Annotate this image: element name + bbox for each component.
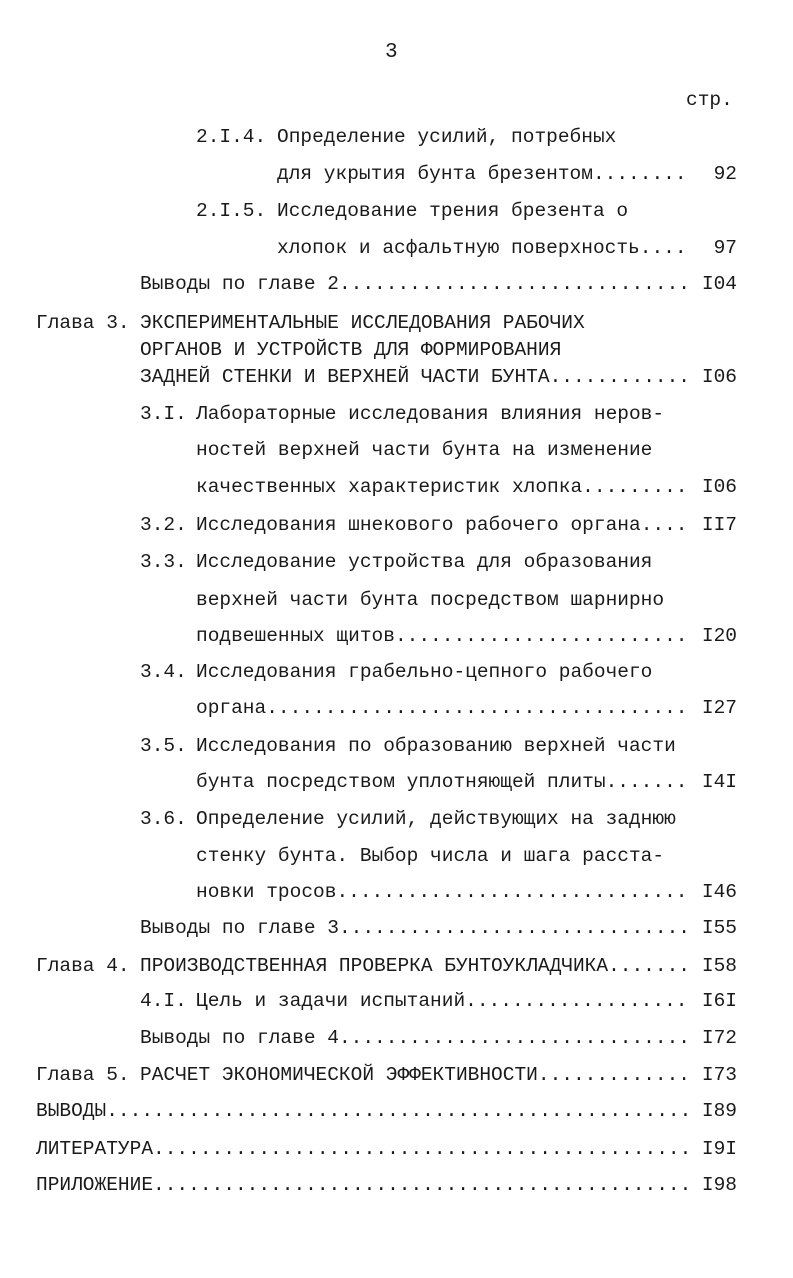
toc-entry-ch-3[interactable] <box>140 366 737 388</box>
toc-number: 2.I.4. <box>196 126 267 148</box>
toc-title-last: бунта посредством уплотняющей плиты <box>196 771 606 793</box>
toc-page: 97 <box>713 237 737 259</box>
dot-leader <box>153 1174 689 1196</box>
toc-number: Глава 5. <box>36 1064 130 1086</box>
toc-entry-2-1-5[interactable] <box>277 237 737 259</box>
toc-page: I89 <box>701 1100 737 1122</box>
toc-title-last: подвешенных щитов <box>196 625 395 647</box>
dot-leader <box>582 476 689 498</box>
dot-leader <box>336 881 689 903</box>
toc-page: II7 <box>701 514 737 536</box>
toc-title-last: Цель и задачи испытаний <box>196 990 466 1012</box>
toc-entry-3-3[interactable] <box>196 625 737 647</box>
toc-entry-conclusions[interactable] <box>36 1100 737 1122</box>
toc-entry-3-1[interactable] <box>196 476 737 498</box>
toc-entry-conc-2[interactable] <box>140 273 737 295</box>
toc-page: I27 <box>701 697 737 719</box>
toc-title-last: Исследования шнекового рабочего органа <box>196 514 641 536</box>
dot-leader <box>106 1100 689 1122</box>
toc-page: I04 <box>701 273 737 295</box>
dot-leader <box>153 1138 689 1160</box>
toc-title-last: органа <box>196 697 267 719</box>
toc-page: I73 <box>701 1064 737 1086</box>
toc-number: 3.I. <box>140 403 187 425</box>
toc-number: 3.2. <box>140 514 187 536</box>
toc-title-line: Определение усилий, потребных <box>277 126 617 148</box>
toc-title-last: ЗАДНЕЙ СТЕНКИ И ВЕРХНЕЙ ЧАСТИ БУНТА <box>140 366 550 388</box>
toc-title-line: ОРГАНОВ И УСТРОЙСТВ ДЛЯ ФОРМИРОВАНИЯ <box>140 339 562 361</box>
page-column-label: стр. <box>686 89 733 111</box>
dot-leader <box>641 514 689 536</box>
toc-title-line: ностей верхней части бунта на изменение <box>196 439 653 461</box>
toc-number: 3.5. <box>140 735 187 757</box>
toc-page: I6I <box>701 990 737 1012</box>
toc-number: 3.6. <box>140 808 187 830</box>
toc-title-line: верхней части бунта посредством шарнирно <box>196 589 665 611</box>
toc-title-last: ВЫВОДЫ <box>36 1100 107 1122</box>
toc-number: 3.3. <box>140 551 187 573</box>
toc-number: Глава 3. <box>36 312 130 334</box>
dot-leader <box>593 163 689 185</box>
toc-page: 92 <box>713 163 737 185</box>
dot-leader <box>608 955 689 977</box>
dot-leader <box>606 771 689 793</box>
dot-leader <box>395 625 689 647</box>
dot-leader <box>465 990 689 1012</box>
toc-entry-conc-3[interactable] <box>140 917 737 939</box>
toc-title-last: РАСЧЕТ ЭКОНОМИЧЕСКОЙ ЭФФЕКТИВНОСТИ <box>140 1064 538 1086</box>
toc-title-last: ПРИЛОЖЕНИЕ <box>36 1174 154 1196</box>
toc-entry-3-2[interactable] <box>196 514 737 536</box>
toc-page: I98 <box>701 1174 737 1196</box>
toc-page: I06 <box>701 476 737 498</box>
toc-entry-2-1-4[interactable] <box>277 163 737 185</box>
toc-entry-3-6[interactable] <box>196 881 737 903</box>
dot-leader <box>339 917 689 939</box>
toc-page: I55 <box>701 917 737 939</box>
dot-leader <box>266 697 689 719</box>
toc-entry-ch-4[interactable] <box>140 955 737 977</box>
dot-leader <box>550 366 689 388</box>
toc-number: 4.I. <box>140 990 187 1012</box>
toc-title-last: Выводы по главе 4 <box>140 1027 339 1049</box>
toc-title-line: Определение усилий, действующих на заднюю <box>196 808 676 830</box>
toc-page: I46 <box>701 881 737 903</box>
toc-title-last: ЛИТЕРАТУРА <box>36 1138 154 1160</box>
toc-entry-conc-4[interactable] <box>140 1027 737 1049</box>
toc-entry-4-1[interactable] <box>196 990 737 1012</box>
dot-leader <box>339 1027 689 1049</box>
toc-number: 3.4. <box>140 661 187 683</box>
toc-title-last: для укрытия бунта брезентом <box>277 163 593 185</box>
toc-title-line: Лабораторные исследования влияния неров- <box>196 403 665 425</box>
toc-entry-appendix[interactable] <box>36 1174 737 1196</box>
dot-leader <box>538 1064 689 1086</box>
toc-page: I20 <box>701 625 737 647</box>
toc-entry-3-4[interactable] <box>196 697 737 719</box>
toc-entry-3-5[interactable] <box>196 771 737 793</box>
toc-page: I58 <box>701 955 737 977</box>
toc-title-last: хлопок и асфальтную поверхность <box>277 237 640 259</box>
toc-entry-literature[interactable] <box>36 1138 737 1160</box>
dot-leader <box>640 237 689 259</box>
toc-page: I4I <box>701 771 737 793</box>
toc-title-line: Исследования грабельно-цепного рабочего <box>196 661 653 683</box>
toc-number: 2.I.5. <box>196 200 267 222</box>
toc-title-line: Исследования по образованию верхней части <box>196 735 676 757</box>
toc-title-line: Исследование устройства для образования <box>196 551 653 573</box>
page-number: 3 <box>385 41 398 64</box>
toc-entry-ch-5[interactable] <box>140 1064 737 1086</box>
toc-title-last: Выводы по главе 3 <box>140 917 339 939</box>
toc-title-line: ЭКСПЕРИМЕНТАЛЬНЫЕ ИССЛЕДОВАНИЯ РАБОЧИХ <box>140 312 585 334</box>
toc-page: I72 <box>701 1027 737 1049</box>
toc-page: I06 <box>701 366 737 388</box>
toc-title-last: Выводы по главе 2 <box>140 273 339 295</box>
toc-title-line: стенку бунта. Выбор числа и шага расста- <box>196 845 665 867</box>
toc-title-last: ПРОИЗВОДСТВЕННАЯ ПРОВЕРКА БУНТОУКЛАДЧИКА <box>140 955 609 977</box>
toc-title-line: Исследование трения брезента о <box>277 200 629 222</box>
dot-leader <box>339 273 689 295</box>
toc-page: I9I <box>701 1138 737 1160</box>
toc-title-last: новки тросов <box>196 881 337 903</box>
toc-title-last: качественных характеристик хлопка <box>196 476 583 498</box>
toc-number: Глава 4. <box>36 955 130 977</box>
